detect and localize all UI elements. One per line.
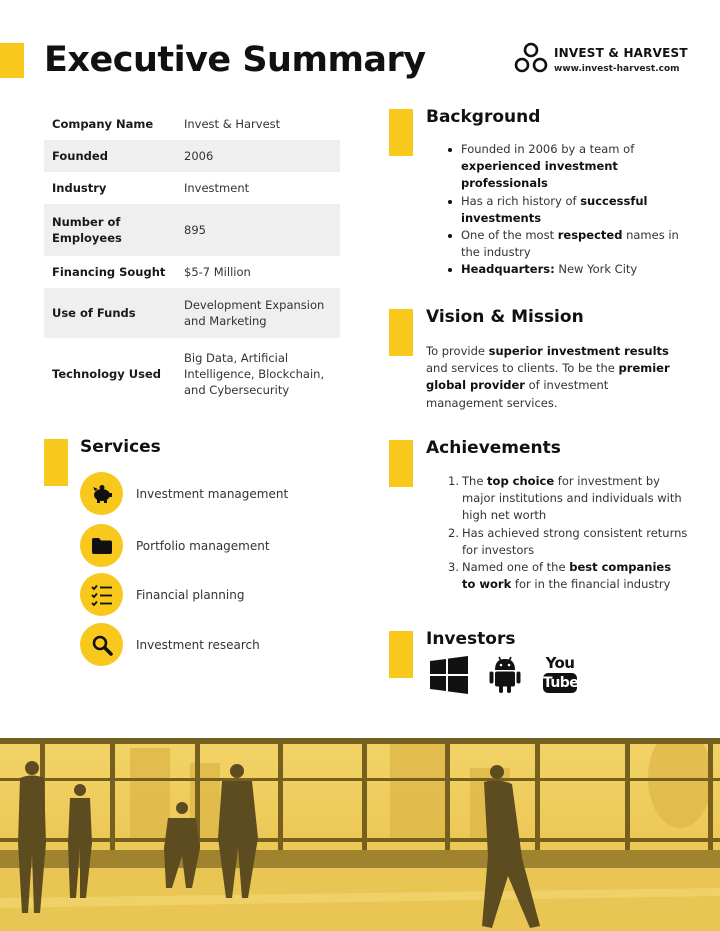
service-label: Investment research	[136, 637, 260, 652]
background-accent-bar	[389, 109, 413, 156]
row-label: Technology Used	[52, 367, 161, 381]
youtube-logo-bottom: Tube	[543, 675, 579, 691]
table-row	[44, 140, 340, 172]
row-value: Invest & Harvest	[184, 117, 281, 131]
list-item: One of the most respected names in the industry	[426, 227, 688, 261]
investors-title: Investors	[426, 629, 516, 649]
investors-accent-bar	[389, 631, 413, 678]
vision-title: Vision & Mission	[426, 307, 584, 327]
row-value: $5-7 Million	[184, 265, 251, 279]
checklist-icon	[80, 573, 123, 616]
services-title: Services	[80, 437, 161, 457]
table-row	[44, 172, 340, 204]
vision-text: To provide superior investment results and services to clients. To be the premier global provider of investment management services.	[426, 344, 670, 410]
brand-name: INVEST & HARVEST	[554, 46, 688, 60]
table-row	[44, 108, 340, 140]
office-photo	[0, 738, 720, 931]
row-label: Founded	[44, 140, 176, 172]
brand-logo-icon	[514, 42, 548, 78]
background-list	[426, 141, 688, 279]
office-photo-illustration	[0, 738, 720, 931]
windows-logo-icon	[430, 656, 468, 698]
service-item	[80, 623, 260, 666]
vision-accent-bar	[389, 309, 413, 356]
page-title: Executive Summary	[44, 40, 426, 80]
row-label: Industry	[52, 181, 107, 195]
service-label: Financial planning	[136, 587, 245, 602]
brand-url: www.invest-harvest.com	[554, 64, 680, 74]
service-label: Investment management	[136, 486, 289, 501]
row-value: Investment	[184, 181, 250, 195]
table-row	[44, 288, 340, 338]
piggy-bank-icon	[80, 472, 123, 515]
list-item: 3. Named one of the best companies to work for in the financial industry	[448, 560, 672, 592]
list-item: Has a rich history of successful investments	[426, 193, 688, 227]
company-info-table	[44, 108, 340, 410]
achievements-accent-bar	[389, 440, 413, 487]
youtube-logo-icon	[543, 656, 577, 696]
row-label: Company Name	[52, 117, 154, 131]
list-item: Founded in 2006 by a team of experienced investment professionals	[426, 141, 688, 193]
row-label: Use of Funds	[44, 288, 176, 338]
row-label: Number of Employees	[44, 204, 176, 256]
service-label: Portfolio management	[136, 538, 270, 553]
list-item: 1. The top choice for investment by major institutions and individuals with high net worth	[448, 474, 682, 523]
table-row	[44, 204, 340, 256]
list-item: 2. Has achieved strong consistent returns for investors	[448, 525, 688, 557]
background-title: Background	[426, 107, 541, 127]
service-item	[80, 573, 244, 616]
title-accent-bar	[0, 43, 24, 78]
folder-icon	[80, 524, 123, 567]
achievements-title: Achievements	[426, 438, 561, 458]
service-item	[80, 524, 270, 567]
table-row	[44, 338, 340, 410]
brand-block	[514, 42, 688, 78]
android-logo-icon	[489, 656, 521, 698]
achievements-list	[426, 473, 688, 593]
row-label: Financing Sought	[52, 265, 166, 279]
row-value: Big Data, Artificial Intelligence, Blockchain, and Cybersecurity	[184, 351, 325, 397]
list-item: Headquarters: New York City	[426, 261, 688, 278]
services-accent-bar	[44, 439, 68, 486]
row-value: Development Expansion and Marketing	[176, 288, 340, 338]
table-row	[44, 256, 340, 288]
row-value: 2006	[176, 140, 340, 172]
magnifier-icon	[80, 623, 123, 666]
row-value: 895	[176, 204, 340, 256]
youtube-logo-top: You	[545, 654, 575, 672]
service-item	[80, 472, 288, 515]
